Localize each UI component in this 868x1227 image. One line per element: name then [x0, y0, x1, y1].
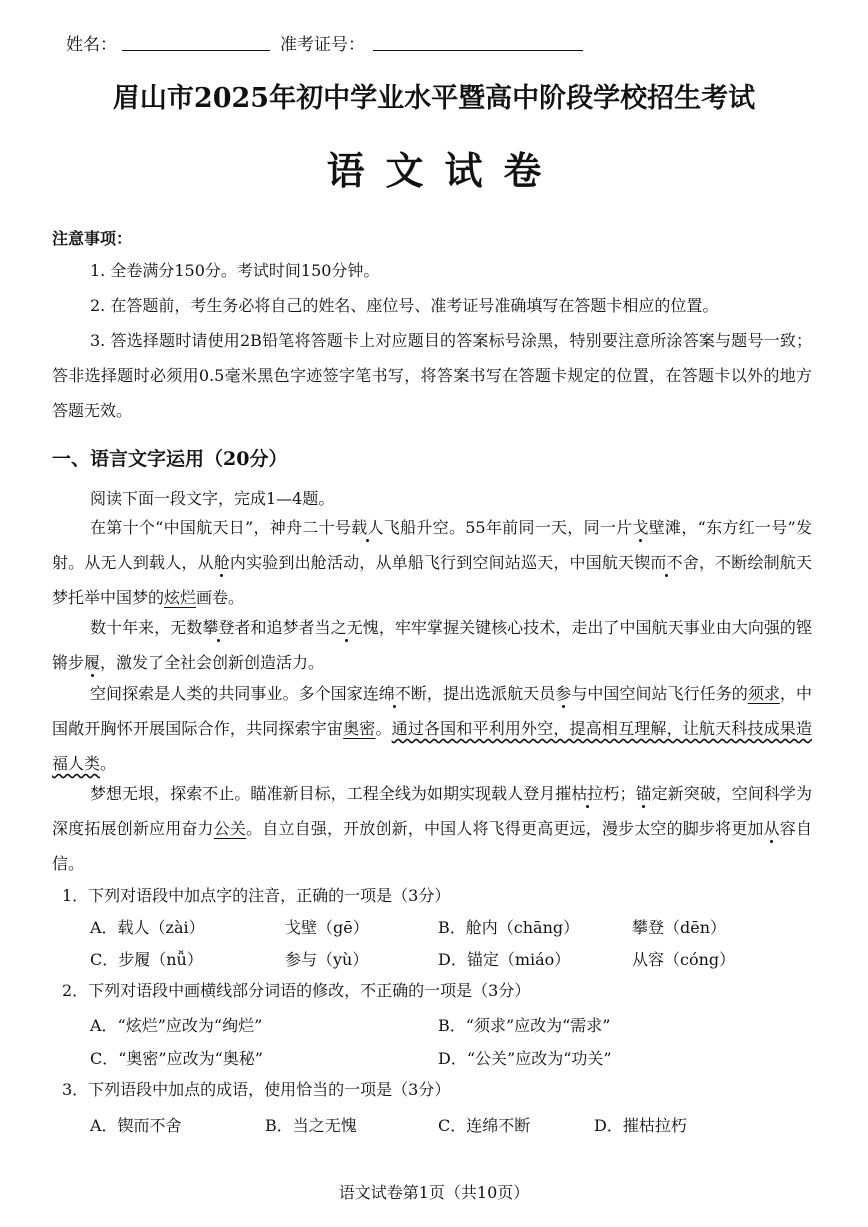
q1-option-d2: 从容（cóng）	[632, 950, 736, 969]
exam-id-blank	[373, 50, 583, 51]
notice-item-2: 2. 在答题前，考生务必将自己的姓名、座位号、准考证号准确填写在答题卡相应的位置。	[90, 296, 719, 315]
q2-option-a: A．“炫烂”应改为“绚烂”	[90, 1016, 263, 1035]
q1-option-b2: 攀登（dēn）	[632, 918, 727, 937]
q1-option-a2: 戈壁（gē）	[285, 918, 369, 937]
name-label: 姓名：	[66, 35, 117, 55]
q1-option-c1: C．步履（nǚ）	[90, 950, 203, 969]
notice-item-3: 3. 答选择题时请使用2B铅笔将答题卡上对应题目的答案标号涂黑，特别要注意所涂答案与题号一致；答非选择题时必须用0.5毫米黑色字迹签字笔书写，将答案书写在答题卡规定的位置，在答题卡以外的地方答题无效。	[52, 331, 812, 420]
passage-paragraph-4: 梦想无垠，探索不止。瞄准新目标，工程全线为如期实现载人登月摧枯拉朽；锚定新突破，空间科学为深度拓展创新应用奋力公关。自立自强，开放创新，中国人将飞得更高更远，漫步太空的脚步将更加从容自信。	[52, 784, 812, 873]
q3-option-b: B．当之无愧	[265, 1116, 357, 1135]
exam-id-label: 准考证号：	[280, 35, 365, 55]
q2-option-b: B．“须求”应改为“需求”	[438, 1016, 611, 1035]
notice-item-1: 1. 全卷满分150分。考试时间150分钟。	[90, 261, 380, 280]
reading-intro: 阅读下面一段文字，完成1—4题。	[90, 489, 335, 508]
passage-paragraph-1: 在第十个“中国航天日”，神舟二十号载人飞船升空。55年前同一天，同一片戈壁滩，“东方红一号”发射。从无人到载人，从舱内实验到出舱活动，从单船飞行到空间站巡天，中国航天锲而不舍，不断绘制航天梦托举中国梦的炫烂画卷。	[52, 518, 812, 607]
page-footer: 语文试卷第1页（共10页）	[338, 1183, 530, 1202]
question-1-stem: 1．下列对语段中加点字的注音，正确的一项是（3分）	[62, 886, 451, 905]
notice-heading: 注意事项：	[52, 229, 133, 248]
exam-title: 眉山市2025年初中学业水平暨高中阶段学校招生考试	[112, 83, 756, 114]
question-3-stem: 3．下列语段中加点的成语，使用恰当的一项是（3分）	[62, 1080, 451, 1099]
q2-option-c: C．“奥密”应改为“奥秘”	[90, 1049, 263, 1068]
q2-option-d: D．“公关”应改为“功关”	[438, 1049, 612, 1068]
section-heading: 一、语言文字运用（20分）	[52, 448, 288, 470]
q3-option-c: C．连绵不断	[438, 1116, 531, 1135]
q1-option-c2: 参与（yù）	[285, 950, 369, 969]
paper-subject-title: 语文试卷	[326, 148, 563, 193]
passage-paragraph-3: 空间探索是人类的共同事业。多个国家连绵不断，提出选派航天员参与中国空间站飞行任务的须求，中国敞开胸怀开展国际合作，共同探索宇宙奥密。通过各国和平利用外空，提高相互理解，让航天科技成果造福人类。	[52, 684, 812, 773]
q3-option-d: D．摧枯拉朽	[594, 1116, 687, 1135]
q3-option-a: A．锲而不舍	[90, 1116, 182, 1135]
name-blank	[122, 50, 270, 51]
passage-paragraph-2: 数十年来，无数攀登者和追梦者当之无愧，牢牢掌握关键核心技术，走出了中国航天事业由大向强的铿锵步履，激发了全社会创新创造活力。	[52, 618, 812, 672]
wavy-underlined-sentence: 通过各国和平利用外空，提高相互理解，让航天科技成果造福人类	[52, 719, 812, 773]
question-2-stem: 2．下列对语段中画横线部分词语的修改，不正确的一项是（3分）	[62, 981, 531, 1000]
q1-option-d1: D．锚定（miáo）	[438, 950, 571, 969]
q1-option-a1: A．载人（zài）	[90, 918, 205, 937]
q1-option-b1: B．舱内（chāng）	[438, 918, 580, 937]
